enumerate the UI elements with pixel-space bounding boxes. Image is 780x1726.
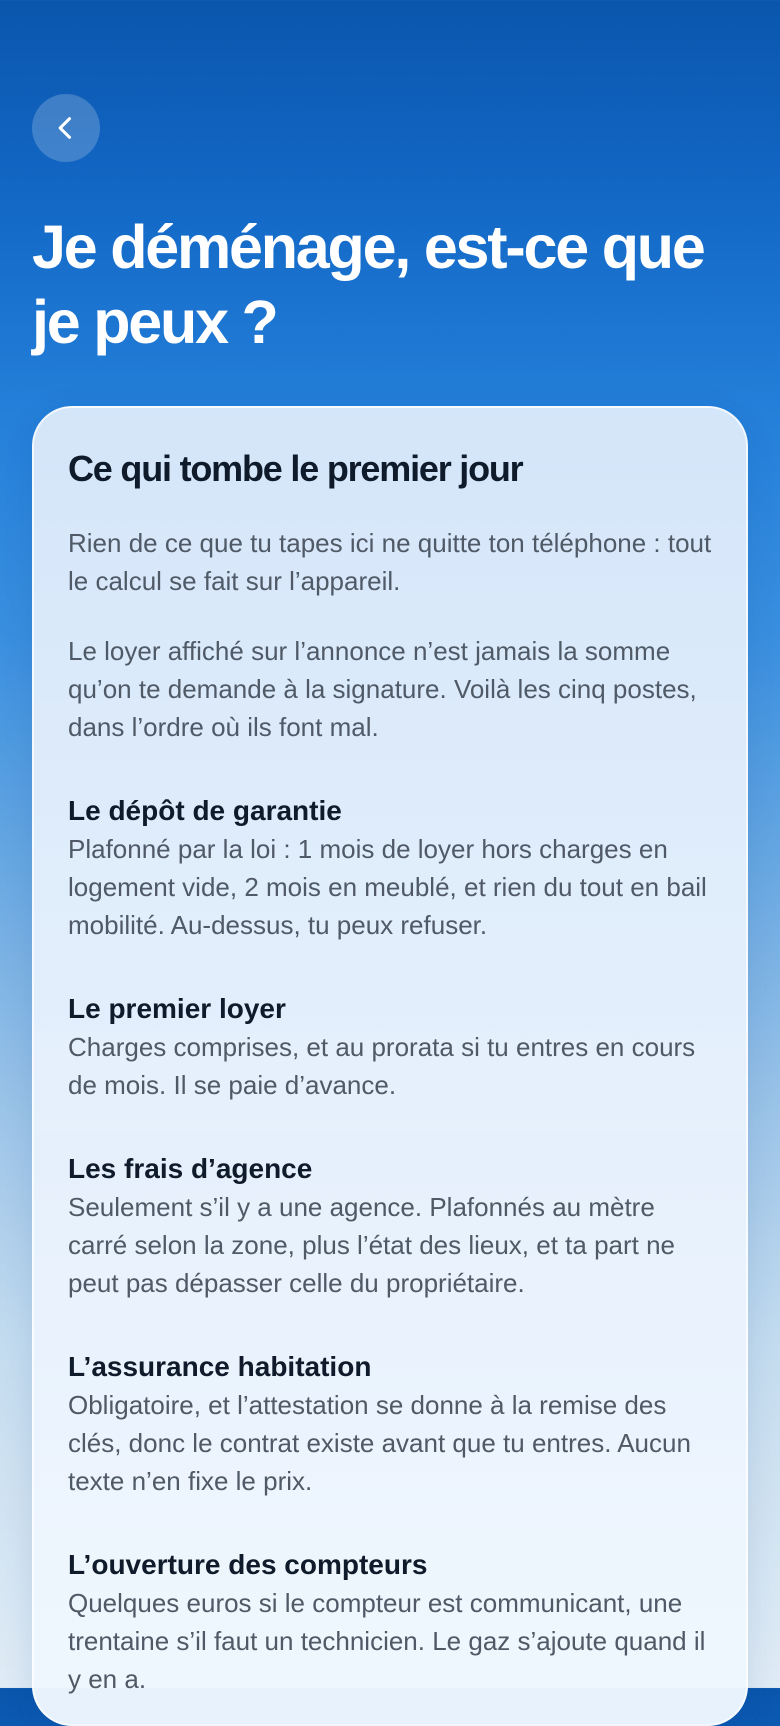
section-deposit <box>68 792 714 944</box>
section-title: L’ouverture des compteurs <box>68 1549 428 1580</box>
section-title: Le premier loyer <box>68 993 286 1024</box>
page-title: Je déménage, est-ce que je peux ? <box>32 213 704 356</box>
card-title: Ce qui tombe le premier jour <box>68 448 523 489</box>
chevron-left-icon <box>52 114 80 142</box>
back-button[interactable] <box>32 94 100 162</box>
section-title: Les frais d’agence <box>68 1153 313 1184</box>
section-home-insurance <box>68 1348 714 1500</box>
privacy-note: Rien de ce que tu tapes ici ne quitte ton téléphone : tout le calcul se fait sur l’appareil. <box>68 528 712 596</box>
section-meters <box>68 1546 714 1698</box>
info-card <box>32 406 748 1726</box>
section-text: Obligatoire, et l’attestation se donne à la remise des clés, donc le contrat existe avant que tu entres. Aucun texte n’en fixe le prix. <box>68 1390 691 1496</box>
section-text: Seulement s’il y a une agence. Plafonnés au mètre carré selon la zone, plus l’état des lieux, et ta part ne peut pas dépasser celle du propriétaire. <box>68 1192 676 1298</box>
section-agency-fees <box>68 1150 714 1302</box>
section-first-rent <box>68 990 714 1104</box>
section-text: Plafonné par la loi : 1 mois de loyer hors charges en logement vide, 2 mois en meublé, et rien du tout en bail mobilité. Au-dessus, tu peux refuser. <box>68 834 707 940</box>
section-title: Le dépôt de garantie <box>68 795 342 826</box>
section-text: Charges comprises, et au prorata si tu entres en cours de mois. Il se paie d’avance. <box>68 1032 696 1100</box>
section-title: L’assurance habitation <box>68 1351 372 1382</box>
intro-text: Le loyer affiché sur l’annonce n’est jamais la somme qu’on te demande à la signature. Voilà les cinq postes, dans l’ordre où ils font mal. <box>68 636 697 742</box>
section-text: Quelques euros si le compteur est communicant, une trentaine s’il faut un technicien. Le gaz s’ajoute quand il y en a. <box>68 1588 706 1694</box>
